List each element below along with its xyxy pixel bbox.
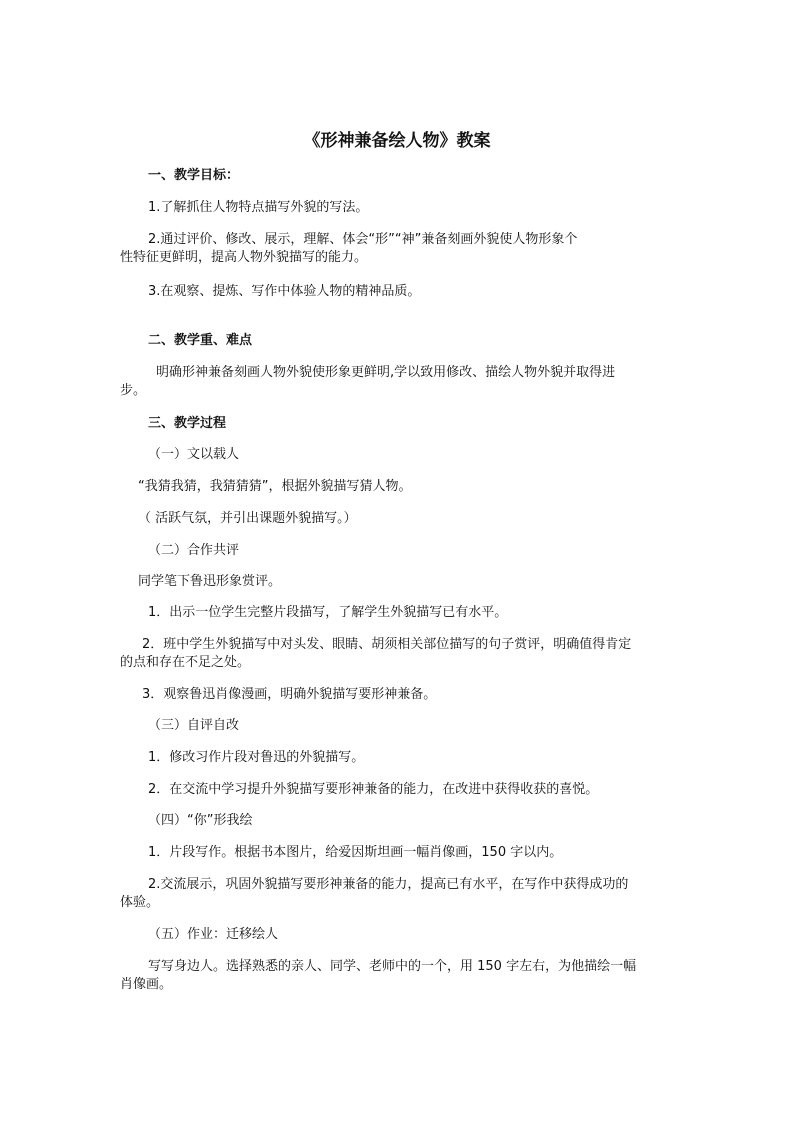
part2-item3: 3．观察鲁迅肖像漫画，明确外貌描写要形神兼备。: [142, 687, 437, 702]
part3-item1: 1．修改习作片段对鲁迅的外貌描写。: [148, 750, 365, 765]
part2-item2-line2: 的点和存在不足之处。: [120, 655, 251, 670]
part1-title: （一）文以载人: [148, 447, 240, 462]
part3-item2: 2．在交流中学习提升外貌描写要形神兼备的能力，在改进中获得收获的喜悦。: [148, 782, 599, 797]
part2-item2-line1: 2．班中学生外貌描写中对头发、眼睛、胡须相关部位描写的句子赏评，明确值得肯定: [142, 637, 632, 652]
part4-title: （四）“你”形我绘: [148, 813, 253, 828]
section2-heading: 二、教学重、难点: [148, 333, 253, 348]
part4-item2-line2: 体验。: [120, 895, 160, 910]
document-title: 《形神兼备绘人物》教案: [303, 131, 491, 151]
part1-text1: “我猜我猜，我猜猜猜”，根据外貌描写猜人物。: [138, 479, 412, 494]
section2-text-line1: 明确形神兼备刻画人物外貌使形象更鲜明,学以致用修改、描绘人物外貌并取得进: [156, 365, 616, 380]
part2-intro: 同学笔下鲁迅形象赏评。: [138, 574, 282, 589]
section1-item2-line2: 性特征更鲜明，提高人物外貌描写的能力。: [120, 250, 368, 265]
part5-text-line1: 写写身边人。选择熟悉的亲人、同学、老师中的一个，用 150 字左右，为他描绘一幅: [148, 959, 637, 974]
part4-item2-line1: 2.交流展示，巩固外貌描写要形神兼备的能力，提高已有水平，在写作中获得成功的: [148, 877, 629, 892]
part3-title: （三）自评自改: [148, 718, 240, 733]
part4-item1: 1．片段写作。根据书本图片，给爱因斯坦画一幅肖像画，150 字以内。: [148, 845, 563, 860]
section3-heading: 三、教学过程: [148, 416, 227, 431]
section1-item1: 1.了解抓住人物特点描写外貌的写法。: [148, 200, 369, 215]
section1-heading: 一、教学目标：: [148, 168, 240, 183]
part2-item1: 1．出示一位学生完整片段描写，了解学生外貌描写已有水平。: [148, 605, 508, 620]
part1-text2: （ 活跃气氛，并引出课题外貌描写。）: [138, 511, 357, 526]
part5-title: （五）作业：迁移绘人: [148, 927, 279, 942]
section1-item2-line1: 2.通过评价、修改、展示，理解、体会“形”“神”兼备刻画外貌使人物形象个: [148, 232, 578, 247]
part5-text-line2: 肖像画。: [120, 977, 173, 992]
part2-title: （二）合作共评: [148, 543, 240, 558]
section2-text-line2: 步。: [120, 383, 147, 398]
section1-item3: 3.在观察、提炼、写作中体验人物的精神品质。: [148, 284, 421, 299]
